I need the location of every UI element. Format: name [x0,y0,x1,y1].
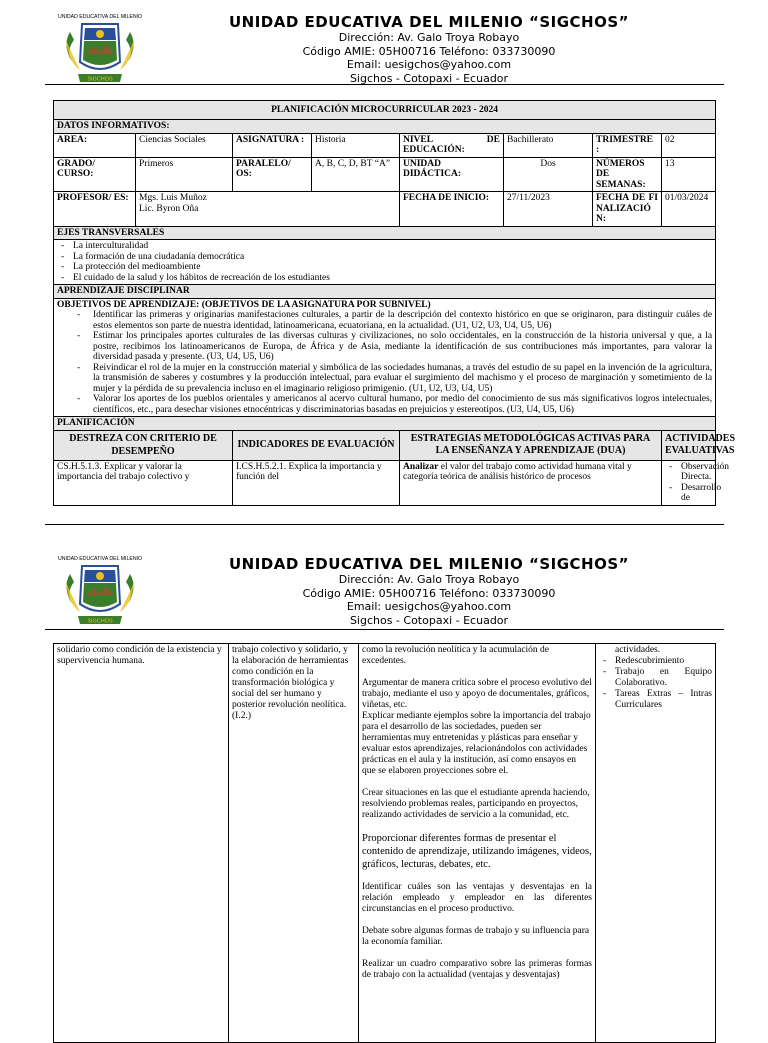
actividades-continued: actividades. [615,645,661,655]
ejes-label: EJES TRANSVERSALES [54,226,716,240]
page-header-1 [54,10,714,94]
col-estrategias: ESTRATEGIAS METODOLÓGICAS ACTIVAS PARA LA ENSEÑANZA Y APRENDIZAJE (DUA) [400,430,662,460]
estrategia-paragraph: Explicar mediante ejemplos sobre la importancia del trabajo para el desarrollo de las sociedades, pueden ser herramientas muy entretenidas y plásticas para enseñar y evaluar estos aprendizajes, relacionándolos con actividades prácticas en el aula y la institución, así como ensayos en que se elaboren proyecciones sobre el. [362,711,591,776]
nivel-value: Bachillerato [504,133,593,157]
plan-table-continued [53,643,716,1043]
row1-estrategia-bold: Analizar [403,461,439,472]
estrategia-paragraph: Proporcionar diferentes formas de presentar el contenido de aprendizaje, utilizando imágenes, videos, gráficos, lecturas, debates, etc. [362,833,592,870]
paralelo-label: PARALELO/ OS: [233,157,312,192]
estrategia-paragraph: Debate sobre algunas formas de trabajo y su influencia para la economía familiar. [362,926,590,947]
trimestre-value: 02 [662,133,716,157]
school-logo [57,10,143,88]
nivel-label: NIVEL DE EDUCACIÓN: [400,133,504,157]
profesor-name-2: Lic. Byron Oña [139,203,199,214]
logo-text-bottom: SIGCHOS [87,76,113,83]
profesor-name-1: Mgs. Luis Muñoz [139,193,207,203]
school-email: Email: uesigchos@yahoo.com [346,600,512,613]
grado-label: GRADO/ CURSO: [54,157,136,192]
semanas-label: NÚMEROS DE SEMANAS: [593,157,662,192]
objetivo-item: - Identificar las primeras y originarias manifestaciones culturales, a partir de la descripción del contexto histórico en que se originaron, para distinguir cuáles de estos elementos son parte de nuestra identidad, latinoamericana, ecuatoriana, en la actualidad. (U1, U2, U3, U4, U5, U6) [75,310,712,331]
school-title: UNIDAD EDUCATIVA DEL MILENIO “SIGCHOS” [228,555,630,573]
ejes-item: - La interculturalidad [57,241,712,252]
school-title: UNIDAD EDUCATIVA DEL MILENIO “SIGCHOS” [228,13,630,31]
logo-text-top: UNIDAD EDUCATIVA DEL MILENIO [57,556,143,562]
school-code-phone: Código AMIE: 05H00716 Teléfono: 033730090 [302,44,556,58]
row1-estrategia-rest: el valor del trabajo como actividad humana vital y categoría teórica de análisis histórico de procesos [403,461,632,482]
actividad-item: - Observación Directa. [665,462,712,483]
ejes-item: - La formación de una ciudadanía democrática [57,252,712,263]
grado-value: Primeros [136,157,233,192]
plan-title: PLANIFICACIÓN MICROCURRICULAR 2023 - 2024 [54,101,716,120]
objetivo-item: - Reivindicar el rol de la mujer en la construcción material y simbólica de las sociedades humanas, a través del estudio de su papel en la invención de la agricultura, la transmisión de saberes y costumbres y la producción intelectual, para evaluar el surgimiento del machismo y el proceso de marginación y sometimiento de la mujer y la pérdida de su prevalencia incluso en el imaginario religioso primigenio. (U1, U2, U3, U4, U5) [75,363,712,395]
objetivos-cell [54,298,716,417]
estrategia-paragraph: Realizar un cuadro comparativo sobre las primeras formas de trabajo con la actualidad (ventajas y desventajas) [362,959,592,980]
row1-destreza: CS.H.5.1.3. Explicar y valorar la importancia del trabajo colectivo y [54,460,233,505]
row1-indicador: I.CS.H.5.2.1. Explica la importancia y función del [233,460,400,505]
semanas-value: 13 [662,157,716,192]
row1-estrategia [400,460,662,505]
school-location: Sigchos - Cotopaxi - Ecuador [349,613,509,627]
col-actividades: ACTIVIDADES EVALUATIVAS [662,430,716,460]
col-destreza: DESTREZA CON CRITERIO DE DESEMPEÑO [54,430,233,460]
estrategia-paragraph: Identificar cuáles son las ventajas y desventajas en la relación empleado y empleador en las diferentes circunstancias en el proceso productivo. [362,882,592,914]
p2-indicador: trabajo colectivo y solidario, y la elaboración de herramientas como condición en la transformación biológica y social del ser humano y posterior revolución neolítica. (I.2.) [229,644,359,1043]
p2-actividades-list [599,656,712,711]
school-logo [57,552,143,630]
objetivo-item: - Estimar los principales aportes culturales de las diversas culturas y civilizaciones, no solo occidentales, en la construcción de la historia universal y que, a la postre, recibimos los latinoamericanos de Europa, de África y de Asia, mediante la identificación de sus contribuciones más importantes, para valorar la diversidad pasada y presente. (U3, U4, U5, U6) [75,331,712,363]
asignatura-value: Historia [312,133,400,157]
row1-actividades [662,460,730,505]
actividad-item: - Desarrollo de [665,483,712,504]
fin-label: FECHA DE FINALIZACIÓN: [593,192,662,227]
p2-destreza: solidario como condición de la existencia y supervivencia humana. [54,644,229,1043]
p2-actividades [596,644,716,1043]
school-address: Dirección: Av. Galo Troya Robayo [338,573,520,586]
school-location: Sigchos - Cotopaxi - Ecuador [349,71,509,85]
aprendizaje-label: APRENDIZAJE DISCIPLINAR [54,285,716,299]
ejes-cell [54,240,716,285]
estrategia-paragraph: viñetas, etc. [362,700,408,710]
school-code-phone: Código AMIE: 05H00716 Teléfono: 033730090 [302,586,556,600]
actividad-item: - Redescubrimiento [599,656,712,667]
profesor-label: PROFESOR/ ES: [54,192,136,227]
page-header-2 [54,552,714,636]
objetivo-item: - Valorar los aportes de los pueblos orientales y americanos al acervo cultural humano, por medio del conocimiento de sus más significativos logros intelectuales, científicos, etc., para desechar visiones etnocéntricas y discriminatorias basadas en prejuicios y estereotipos. (U3, U4, U5, U6) [75,394,712,415]
asignatura-label: ASIGNATURA : [233,133,312,157]
objetivos-list [75,310,712,415]
trimestre-label: TRIMESTRE : [593,133,662,157]
p2-estrategias [359,644,596,1043]
profesor-value [136,192,400,227]
school-address: Dirección: Av. Galo Troya Robayo [338,31,520,44]
ejes-item: - La protección del medioambiente [57,262,712,273]
area-value: Ciencias Sociales [136,133,233,157]
planificacion-label: PLANIFICACIÓN [54,417,716,431]
estrategia-paragraph: Crear situaciones en las que el estudiante aprenda haciendo, resolviendo problemas reales, participando en proyectos, realizando actividades de servicio a la comunidad, etc. [362,788,590,820]
ejes-item: - El cuidado de la salud y los hábitos de recreación de los estudiantes [57,273,712,284]
logo-text-bottom: SIGCHOS [87,618,113,625]
objetivos-label: OBJETIVOS DE APRENDIZAJE: (OBJETIVOS DE LA ASIGNATURA POR SUBNIVEL) [57,299,431,310]
plan-table [53,100,736,506]
school-email: Email: uesigchos@yahoo.com [346,58,512,71]
page-bottom-rule-1 [45,524,724,525]
actividad-item: - Tareas Extras – Intras Curriculares [599,689,712,711]
estrategia-paragraph: como la revolución neolítica y la acumulación de excedentes. [362,645,550,666]
paralelo-value: A, B, C, D, BT “A” [312,157,400,192]
ejes-list [57,241,712,283]
header-rule-2 [45,629,724,630]
logo-text-top: UNIDAD EDUCATIVA DEL MILENIO [57,14,143,20]
fin-value: 01/03/2024 [662,192,716,227]
col-indicadores: INDICADORES DE EVALUACIÓN [233,430,400,460]
estrategia-paragraph: Argumentar de manera crítica sobre el proceso evolutivo del trabajo, mediante el uso y apoyo de documentales, gráficos, [362,678,592,699]
row1-actividades-list [665,461,730,504]
actividad-item: - Trabajo en Equipo Colaborativo. [599,667,712,689]
inicio-label: FECHA DE INICIO: [400,192,504,227]
area-label: AREA: [54,133,136,157]
header-rule-1 [45,84,724,85]
unidad-value: Dos [504,157,593,192]
unidad-label: UNIDAD DIDÁCTICA: [400,157,504,192]
datos-label: DATOS INFORMATIVOS: [54,120,716,134]
inicio-value: 27/11/2023 [504,192,593,227]
